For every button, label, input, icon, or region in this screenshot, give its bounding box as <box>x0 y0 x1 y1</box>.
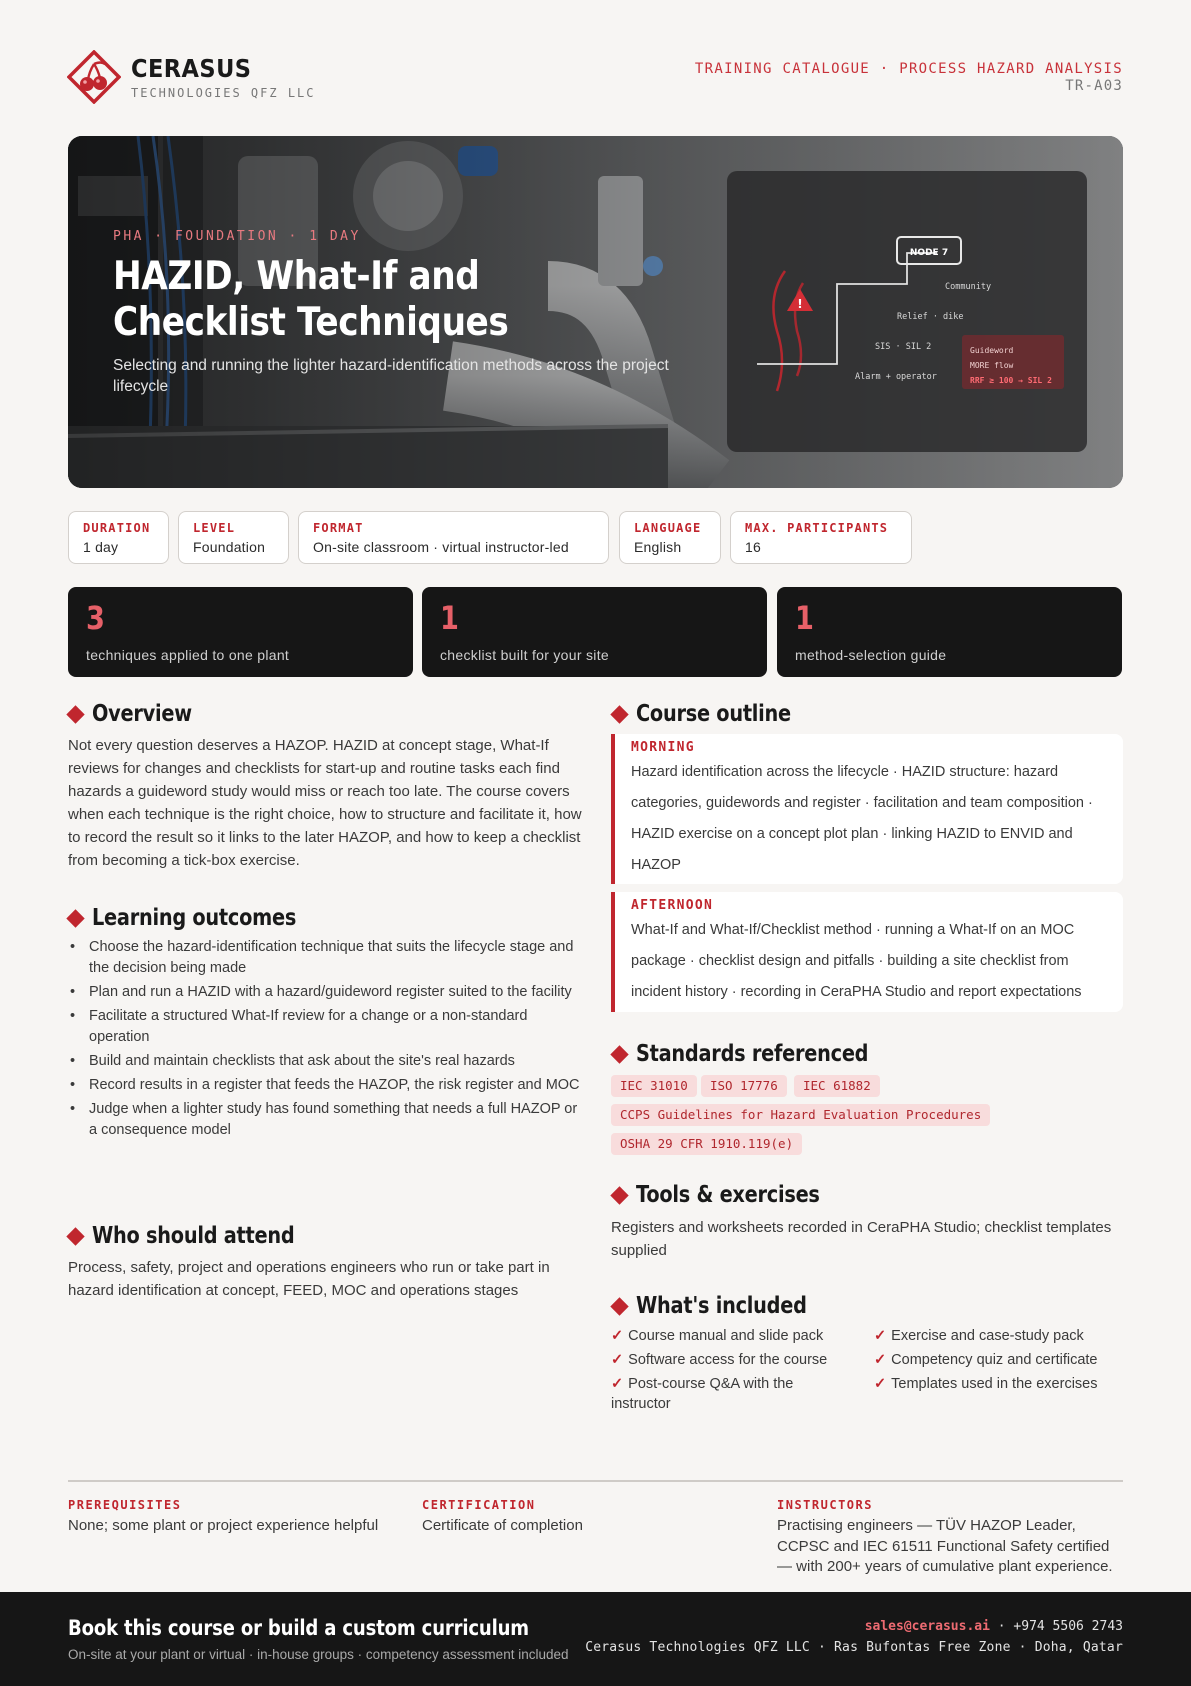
included-item: ✓ Course manual and slide pack <box>611 1328 824 1344</box>
svg-text:NODE 7: NODE 7 <box>909 248 949 258</box>
cerasus-logo-icon <box>67 50 121 104</box>
section-diamond-icon <box>610 1297 628 1315</box>
section-diamond-icon <box>610 1186 628 1204</box>
stat-number: 1 <box>795 599 814 637</box>
outline-text: Hazard identification across the lifecycle · HAZID structure: hazard categories, guidewords and register · facilitation and team composition · HAZID exercise on a concept plot plan · linking HAZID to ENVID and HAZOP <box>631 764 1093 873</box>
who-should-attend-heading: Who should attend <box>92 1223 295 1249</box>
brand-name: CERASUS <box>131 54 252 83</box>
overview-heading: Overview <box>92 701 192 727</box>
fact-value: Foundation <box>193 539 266 555</box>
section-diamond-icon <box>610 705 628 723</box>
whats-included-heading: What's included <box>636 1293 807 1319</box>
course-outline-heading: Course outline <box>636 701 791 727</box>
fact-value: On-site classroom · virtual instructor-led <box>313 539 569 555</box>
course-subtitle: Selecting and running the lighter hazard-identification methods across the project lifecycle <box>113 357 669 395</box>
protection-layers-graphic <box>727 171 1087 452</box>
hero-banner <box>68 136 1123 488</box>
fact-label: MAX. PARTICIPANTS <box>745 521 889 535</box>
list-item: • Facilitate a structured What-If review for a change or a non-standard operation <box>68 1006 588 1048</box>
catalogue-label: TRAINING CATALOGUE · PROCESS HAZARD ANALYSIS <box>694 61 1123 77</box>
fact-label: DURATION <box>83 521 151 535</box>
check-icon: ✓ <box>611 1328 624 1344</box>
fact-level <box>178 511 289 564</box>
overview-text: Not every question deserves a HAZOP. HAZID at concept stage, What-If reviews for changes and checklists for start-up and routine tasks each find hazards a guideword study would miss or reach too late. The course covers when each technique is the right choice, how to structure and facilitate it, how to record the result so it links to the later HAZOP, and how to keep a checklist from becoming a tick-box exercise. <box>68 737 582 869</box>
outline-label: MORNING <box>631 740 695 755</box>
booking-footer <box>0 1592 1191 1686</box>
check-icon: ✓ <box>874 1376 887 1392</box>
course-title: HAZID, What-If and Checklist Techniques <box>113 254 509 345</box>
svg-text:Relief · dike: Relief · dike <box>897 312 964 322</box>
fact-value: 16 <box>745 539 761 555</box>
svg-text:!: ! <box>797 297 803 311</box>
svg-text:Community: Community <box>945 282 992 292</box>
brand-subtitle: TECHNOLOGIES QFZ LLC <box>131 86 316 100</box>
stat-number: 3 <box>86 599 105 637</box>
certification-label: CERTIFICATION <box>422 1498 536 1512</box>
outline-morning <box>611 734 1123 884</box>
svg-text:RRF ≥ 100 → SIL 2: RRF ≥ 100 → SIL 2 <box>970 376 1052 385</box>
list-item: • Build and maintain checklists that ask about the site's real hazards <box>68 1051 588 1072</box>
fact-label: FORMAT <box>313 521 364 535</box>
standard-chip: OSHA 29 CFR 1910.119(e) <box>611 1133 802 1155</box>
list-item: • Choose the hazard-identification technique that suits the lifecycle stage and the decision being made <box>68 937 588 979</box>
booking-subtext: On-site at your plant or virtual · in-house groups · competency assessment included <box>68 1647 569 1662</box>
standard-chip: IEC 61882 <box>794 1075 880 1097</box>
certification-text: Certificate of completion <box>422 1517 583 1534</box>
learning-outcomes-heading: Learning outcomes <box>92 905 297 931</box>
outline-text: What-If and What-If/Checklist method · running a What-If on an MOC package · checklist design and pitfalls · building a site checklist from incident history · recording in CeraPHA Studio and report expectations <box>631 922 1082 1000</box>
risk-layers-diagram <box>727 171 1087 452</box>
who-should-attend-text: Process, safety, project and operations engineers who run or take part in hazard identification at concept, FEED, MOC and operations stages <box>68 1259 550 1299</box>
check-icon: ✓ <box>874 1328 887 1344</box>
fact-format <box>298 511 609 564</box>
hero-kicker: PHA · FOUNDATION · 1 DAY <box>113 229 361 244</box>
section-diamond-icon <box>66 909 84 927</box>
included-item: ✓ Software access for the course <box>611 1352 828 1368</box>
outline-afternoon <box>611 892 1123 1012</box>
page-header <box>67 50 1123 106</box>
stat-card <box>777 587 1122 677</box>
svg-text:SIS · SIL 2: SIS · SIL 2 <box>875 342 932 352</box>
fact-max-participants <box>730 511 912 564</box>
included-item: ✓ Post-course Q&A with the instructor <box>611 1376 794 1412</box>
section-diamond-icon <box>610 1045 628 1063</box>
standard-chip: ISO 17776 <box>701 1075 787 1097</box>
fact-language <box>619 511 721 564</box>
tools-text: Registers and worksheets recorded in CeraPHA Studio; checklist templates supplied <box>611 1219 1112 1259</box>
included-item: ✓ Exercise and case-study pack <box>874 1328 1084 1344</box>
email-link[interactable]: sales@cerasus.ai <box>864 1619 990 1634</box>
stat-text: checklist built for your site <box>440 647 609 663</box>
phone-number: · +974 5506 2743 <box>989 1619 1123 1634</box>
stat-card <box>422 587 767 677</box>
included-item: ✓ Competency quiz and certificate <box>874 1352 1098 1368</box>
stat-text: method-selection guide <box>795 647 947 663</box>
list-item: • Plan and run a HAZID with a hazard/guideword register suited to the facility <box>68 982 588 1003</box>
course-code: TR-A03 <box>1065 78 1123 94</box>
company-address: Cerasus Technologies QFZ LLC · Ras Bufontas Free Zone · Doha, Qatar <box>585 1640 1123 1655</box>
learning-outcomes-list <box>68 937 588 1144</box>
list-item: • Record results in a register that feeds the HAZOP, the risk register and MOC <box>68 1075 588 1096</box>
standard-chip: IEC 31010 <box>611 1075 697 1097</box>
section-diamond-icon <box>66 1227 84 1245</box>
stat-text: techniques applied to one plant <box>86 647 290 663</box>
instructors-text: Practising engineers — TÜV HAZOP Leader, CCPSC and IEC 61511 Functional Safety certified — with 200+ years of cumulative plant experience. <box>777 1517 1113 1575</box>
contact-line <box>865 1619 1123 1634</box>
prerequisites-text: None; some plant or project experience helpful <box>68 1517 379 1534</box>
svg-text:Guideword: Guideword <box>970 346 1014 355</box>
standards-heading: Standards referenced <box>636 1041 869 1067</box>
check-icon: ✓ <box>611 1352 624 1368</box>
fact-label: LEVEL <box>193 521 236 535</box>
standard-chip: CCPS Guidelines for Hazard Evaluation Procedures <box>611 1104 990 1126</box>
booking-heading: Book this course or build a custom curriculum <box>68 1616 529 1640</box>
stat-card <box>68 587 413 677</box>
section-diamond-icon <box>66 705 84 723</box>
check-icon: ✓ <box>874 1352 887 1368</box>
svg-text:Alarm + operator: Alarm + operator <box>855 372 937 382</box>
fact-value: English <box>634 539 682 555</box>
outline-label: AFTERNOON <box>631 898 714 913</box>
svg-text:MORE flow: MORE flow <box>970 361 1014 370</box>
stat-number: 1 <box>440 599 459 637</box>
tools-heading: Tools & exercises <box>636 1182 820 1208</box>
check-icon: ✓ <box>611 1376 624 1392</box>
list-item: • Judge when a lighter study has found something that needs a full HAZOP or a consequence model <box>68 1099 588 1141</box>
instructors-label: INSTRUCTORS <box>777 1498 873 1512</box>
included-item: ✓ Templates used in the exercises <box>874 1376 1098 1392</box>
fact-label: LANGUAGE <box>634 521 702 535</box>
prerequisites-label: PREREQUISITES <box>68 1498 182 1512</box>
fact-duration <box>68 511 169 564</box>
fact-value: 1 day <box>83 539 119 555</box>
divider <box>68 1480 1123 1482</box>
